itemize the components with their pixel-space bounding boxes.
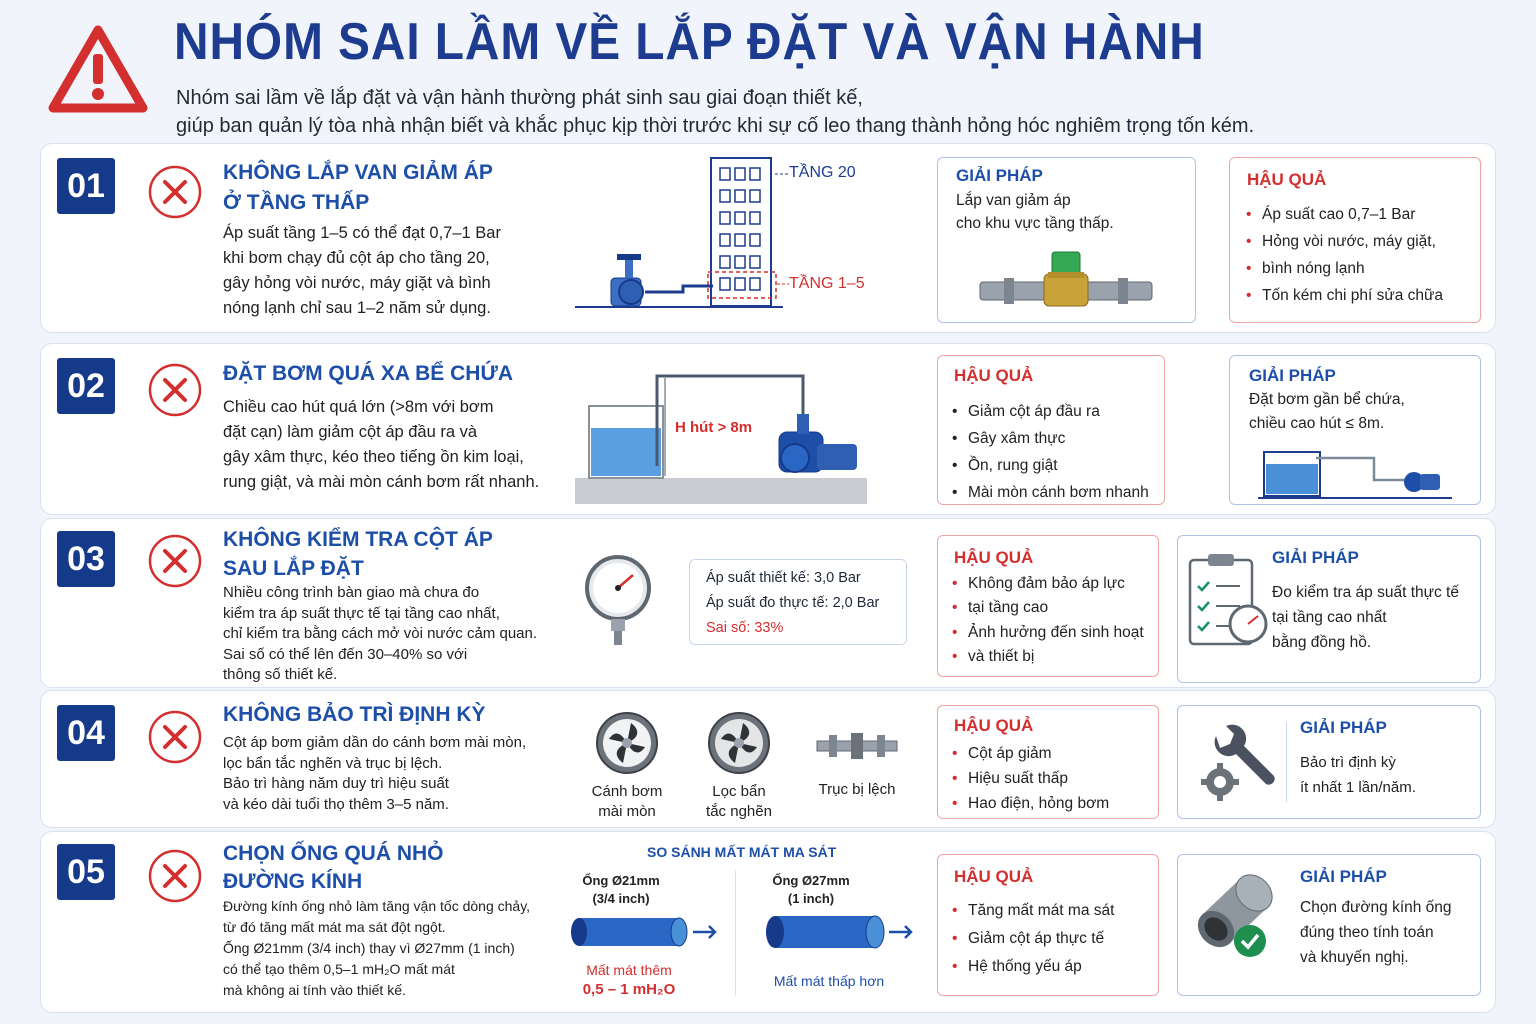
mistake-card-03 <box>40 518 1496 688</box>
error-percentage: Sai số: 33% <box>706 620 784 636</box>
consequence-list <box>948 398 1149 506</box>
consequence-item: • Ồn, rung giật <box>948 452 1149 479</box>
consequence-list <box>948 741 1109 816</box>
lower-loss-label: Mất mát thấp hơn <box>773 973 885 989</box>
pressure-gauge-icon <box>583 553 653 653</box>
misaligned-shaft-icon <box>815 731 899 761</box>
mistake-number: 04 <box>57 705 115 761</box>
consequence-list <box>948 897 1114 981</box>
mistake-card-05 <box>40 831 1496 1013</box>
error-x-icon <box>147 533 203 589</box>
consequence-item: • Hao điện, hỏng bơm <box>948 791 1109 816</box>
consequence-title: HẬU QUẢ <box>954 548 1034 567</box>
mistake-number: 05 <box>57 844 115 900</box>
solution-box <box>1177 705 1481 819</box>
suction-height-illustration <box>573 366 873 506</box>
mistake-card-01 <box>40 143 1496 333</box>
consequence-item: • Mài mòn cánh bơm nhanh <box>948 479 1149 506</box>
clogged-filter-icon <box>707 711 771 775</box>
consequence-item: • Gây xâm thực <box>948 425 1149 452</box>
mistake-description: Áp suất tầng 1–5 có thể đạt 0,7–1 Bar khi bơm chạy đủ cột áp cho tầng 20, gây hỏng vòi nước, máy giặt và bình nóng lạnh chỉ sau 1–2 năm sử dụng. <box>223 224 501 317</box>
small-pipe-icon <box>569 912 719 952</box>
consequence-item: • Hệ thống yếu áp <box>948 953 1114 981</box>
error-x-icon <box>147 164 203 220</box>
measured-pressure: Áp suất đo thực tế: 2,0 Bar <box>706 595 880 611</box>
solution-text: Chọn đường kính ống đúng theo tính toán và khuyến nghị. <box>1300 899 1452 966</box>
consequence-item: • Không đảm bảo áp lực <box>948 572 1144 596</box>
warning-triangle-icon <box>48 24 148 114</box>
solution-title: GIẢI PHÁP <box>1300 867 1387 886</box>
error-x-icon <box>147 362 203 418</box>
mistake-card-02 <box>40 343 1496 515</box>
solution-title: GIẢI PHÁP <box>1272 548 1359 567</box>
consequence-box <box>937 854 1159 996</box>
solution-title: GIẢI PHÁP <box>1300 718 1387 737</box>
consequence-title: HẬU QUẢ <box>1247 170 1327 189</box>
floor-20-label: TẦNG 20 <box>789 164 856 181</box>
mistake-description: Cột áp bơm giảm dần do cánh bơm mài mòn, lọc bẩn tắc nghẽn và trục bị lệch. Bảo trì hàng năm duy trì hiệu suất và kéo dài tuổi thọ thêm 3–5 năm. <box>223 734 527 813</box>
pipe-27mm-label: Ống Ø27mm (1 inch) <box>772 873 850 906</box>
mistake-card-04 <box>40 690 1496 828</box>
consequence-item: • Giảm cột áp thực tế <box>948 925 1114 953</box>
solution-box <box>1177 854 1481 996</box>
floor-1-5-label: TẦNG 1–5 <box>789 275 865 292</box>
filter-caption: Lọc bẩn tắc nghẽn <box>706 783 772 820</box>
consequence-item: • Giảm cột áp đầu ra <box>948 398 1149 425</box>
consequence-title: HẬU QUẢ <box>954 867 1034 886</box>
consequence-box <box>937 535 1159 677</box>
solution-text: Đo kiểm tra áp suất thực tế tại tầng cao nhất bằng đồng hồ. <box>1272 584 1459 651</box>
solution-text: Lắp van giảm áp cho khu vực tầng thấp. <box>956 192 1114 232</box>
mistake-title: KHÔNG LẮP VAN GIẢM ÁP Ở TẦNG THẤP <box>223 161 493 214</box>
pressure-reducing-valve-icon <box>978 244 1158 314</box>
shaft-caption: Trục bị lệch <box>818 781 896 798</box>
mistake-title: KHÔNG BẢO TRÌ ĐỊNH KỲ <box>223 703 486 726</box>
pipe-21mm-label: Ống Ø21mm (3/4 inch) <box>582 873 660 906</box>
mistake-title: KHÔNG KIỂM TRA CỘT ÁP SAU LẮP ĐẶT <box>223 528 493 580</box>
consequence-item: • tại tầng cao <box>948 596 1144 620</box>
extra-loss-label: Mất mát thêm 0,5 – 1 mH₂O <box>582 962 676 998</box>
consequence-item: • Hỏng vòi nước, máy giặt, <box>1242 228 1443 255</box>
solution-box <box>1229 355 1481 505</box>
consequence-title: HẬU QUẢ <box>954 716 1034 735</box>
divider <box>735 870 736 996</box>
page-title: NHÓM SAI LẦM VỀ LẮP ĐẶT VÀ VẬN HÀNH <box>174 13 1205 71</box>
comparison-title: SO SÁNH MẤT MÁT MA SÁT <box>647 844 837 860</box>
consequence-item: • Ảnh hưởng đến sinh hoạt <box>948 621 1144 645</box>
consequence-item: • Tốn kém chi phí sửa chữa <box>1242 282 1443 309</box>
consequence-item: • và thiết bị <box>948 645 1144 669</box>
mistake-number: 03 <box>57 531 115 587</box>
page-subtitle: Nhóm sai lầm về lắp đặt và vận hành thường phát sinh sau giai đoạn thiết kế, giúp ban quản lý tòa nhà nhận biết và khắc phục kịp thời trước khi sự cố leo thang thành hỏng hóc nghiêm trọng tốn kém. <box>176 87 1255 137</box>
design-pressure: Áp suất thiết kế: 3,0 Bar <box>706 570 861 586</box>
checklist-gauge-icon <box>1186 550 1270 650</box>
mistake-description: Đường kính ống nhỏ làm tăng vận tốc dòng chảy, từ đó tăng mất mát ma sát đột ngột. Ống Ø21mm (3/4 inch) thay vì Ø27mm (1 inch) có thể tạo thêm 0,5–1 mH₂O mất mát mà không ai tính vào thiết kế. <box>223 898 531 998</box>
consequence-item: • Cột áp giảm <box>948 741 1109 766</box>
mistake-title: ĐẶT BƠM QUÁ XA BỂ CHỨA <box>223 362 514 385</box>
consequence-item: • Hiệu suất thấp <box>948 766 1109 791</box>
solution-title: GIẢI PHÁP <box>956 166 1043 185</box>
large-pipe-icon <box>765 912 915 952</box>
error-x-icon <box>147 848 203 904</box>
mistake-number: 01 <box>57 158 115 214</box>
mistake-description: Nhiều công trình bàn giao mà chưa đo kiểm tra áp suất thực tế tại tầng cao nhất, chỉ kiểm tra bằng cách mở vòi nước cảm quan. Sai số có thể lên đến 30–40% so với thông số thiết kế. <box>223 584 538 683</box>
solution-text: Đặt bơm gần bể chứa, chiều cao hút ≤ 8m. <box>1249 391 1405 432</box>
pressure-info-box <box>689 559 907 645</box>
divider <box>1286 722 1287 802</box>
consequence-list <box>1242 201 1443 309</box>
worn-impeller-icon <box>595 711 659 775</box>
consequence-title: HẬU QUẢ <box>954 366 1034 385</box>
wrench-gear-icon <box>1194 716 1284 806</box>
solution-text: Bảo trì định kỳ ít nhất 1 lần/năm. <box>1300 754 1416 796</box>
consequence-item: • Tăng mất mát ma sát <box>948 897 1114 925</box>
consequence-box <box>937 355 1165 505</box>
tank-pump-solution-icon <box>1256 442 1456 502</box>
mistake-description: Chiều cao hút quá lớn (>8m với bơm đặt cạn) làm giảm cột áp đầu ra và gây xâm thực, kéo theo tiếng ồn kim loại, rung giật, và mài mòn cánh bơm rất nhanh. <box>223 398 540 491</box>
solution-box <box>1177 535 1481 683</box>
error-x-icon <box>147 709 203 765</box>
pipe-check-icon <box>1192 867 1282 967</box>
impeller-caption: Cánh bơm mài mòn <box>591 783 663 820</box>
consequence-box <box>1229 157 1481 323</box>
consequence-box <box>937 705 1159 819</box>
mistake-number: 02 <box>57 358 115 414</box>
solution-title: GIẢI PHÁP <box>1249 366 1336 385</box>
mistake-title: CHỌN ỐNG QUÁ NHỎ ĐƯỜNG KÍNH <box>223 842 444 893</box>
consequence-item: • bình nóng lạnh <box>1242 255 1443 282</box>
suction-height-label: H hút > 8m <box>675 419 753 436</box>
consequence-item: • Áp suất cao 0,7–1 Bar <box>1242 201 1443 228</box>
solution-box <box>937 157 1196 323</box>
consequence-list <box>948 572 1144 669</box>
